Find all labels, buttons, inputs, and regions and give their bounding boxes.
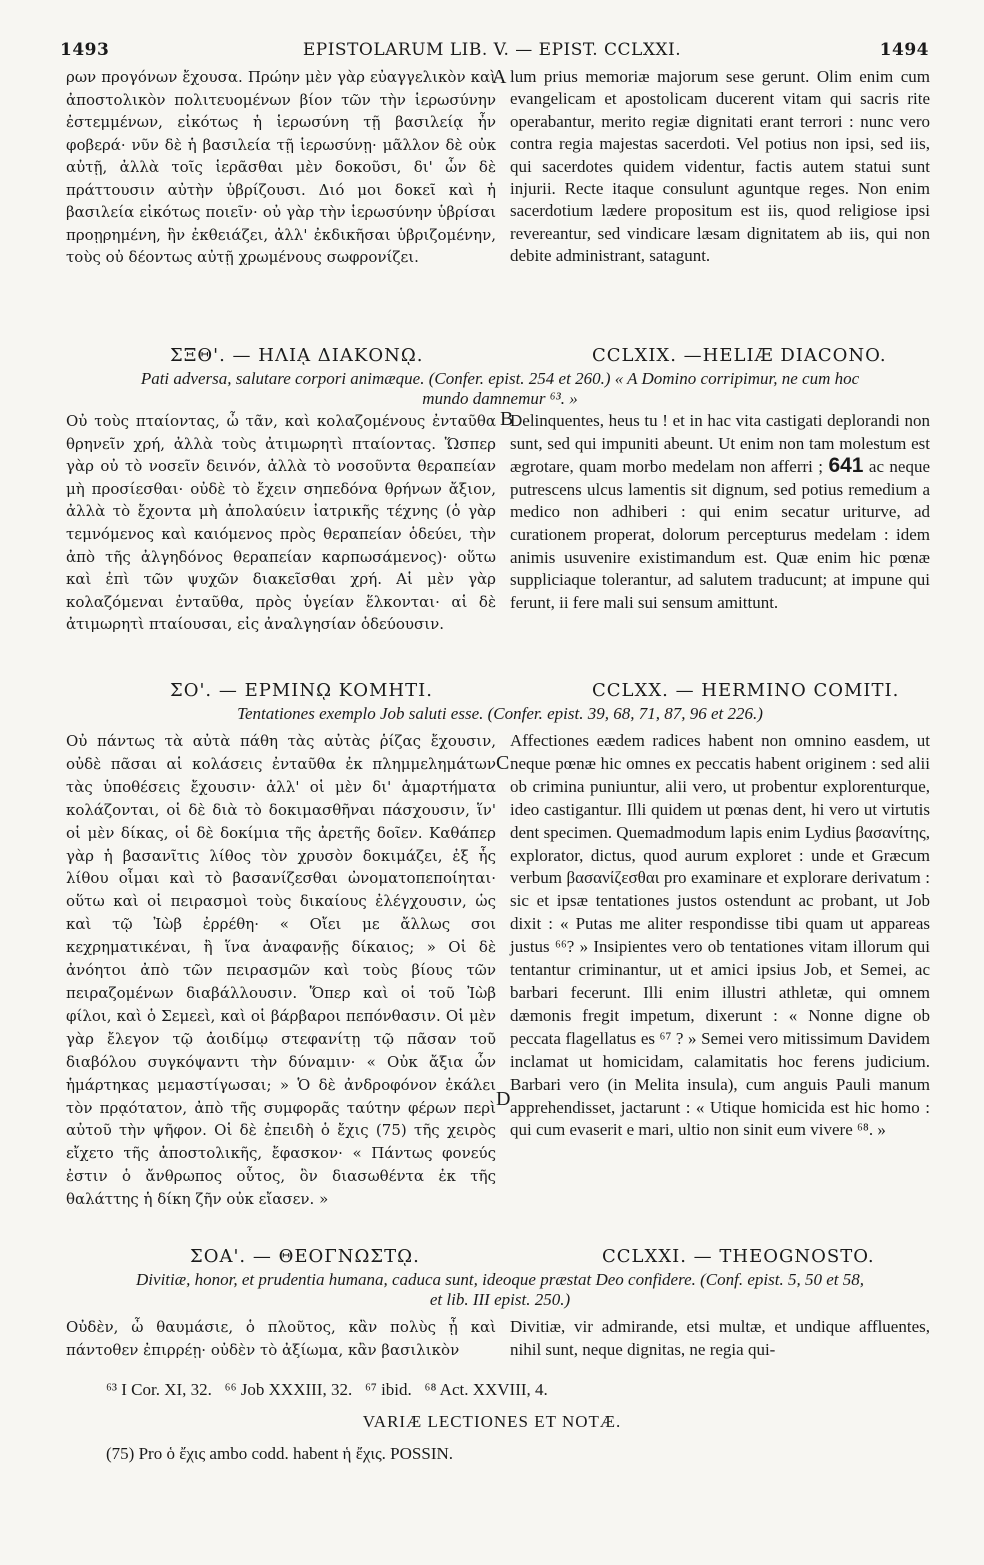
letter-269-greek-heading: ΣΞΘ'. — ΗΛΙᾼ ΔΙΑΚΟΝῼ. xyxy=(170,345,424,366)
latin-text-continuation: lum prius memoriæ majorum sese gerunt. Olim enim cum evangelicam et apostolicam ducerent vitam qui sacris rite operabantur, merito regiæ dignitati erant terrori : nunc vero contra regia majestas sacerdoti. Vel potius non ipsi, sed iis, qui sacerdotes quidem videntur, factis autem statui sunt injurii. Recte itaque consulunt aguntque reges. Non enim sacerdotium lædere propositum est iis, quod religiose ipsi revereantur, sed vindicare læsam dignitatem ab iis, qui non debite administrant, satagunt. xyxy=(510,67,930,266)
letter-270-greek-heading: ΣΟ'. — ΕΡΜΙΝῼ ΚΟΜΗΤΙ. xyxy=(170,680,433,701)
margin-letter-a: A xyxy=(492,66,507,88)
letter-269-latin-heading: CCLXIX. —HELIÆ DIACONO. xyxy=(592,345,887,366)
letter-269-latin-text: Delinquentes, heus tu ! et in hac vita castigati deplorandi non sunt, sed qui impuniti abeunt. Ut enim non tam molestum est ægrotare, quam morbo medelam non afferri ; 641 ac neque putrescens ulcus lamentis sit dignum, sed potius remedium a medico non adhiberi : qui enim secatur uriturve, ad curationem properat, dolorum percepturus medelam : idem animis usuvenire existimandum est. Quæ enim hic pœnæ suppliciaque tolerantur, ad salutem traducunt; at impune qui ferunt, ii fere mali sui sensum amittunt. xyxy=(510,411,931,612)
margin-letter-d: D xyxy=(496,1088,511,1110)
variae-lectiones-title: VARIÆ LECTIONES ET NOTÆ. xyxy=(362,1412,622,1431)
letter-271-argument-line-2: et lib. III epist. 250.) xyxy=(429,1290,571,1309)
letter-271-greek-heading: ΣΟΑ'. — ΘΕΟΓΝΩΣΤῼ. xyxy=(190,1246,420,1267)
greek-text-continuation: ρων προγόνων ἔχουσα. Πρώην μὲν γὰρ εὐαγγελικὸν καὶ ἀποστολικὸν πολιτευομένων βίον τῶν τὴν ἱερωσύνην ἐστεμμένων, εἰκότως ἡ ἱερωσύνη τῇ βασιλείᾳ ἦν φοβερά· νῦν δὲ ἡ βασιλεία τῇ ἱερωσύνῃ· μᾶλλον δὲ οὐκ αὐτῇ, ἀλλὰ τοῖς ἱερᾶσθαι μὲν δοκοῦσι, δι' ὧν δὲ πράττουσιν αὐτὴν ὑβρίζουσι. Διό μοι δοκεῖ καὶ ἡ βασιλεία εἰκότως ποιεῖν· οὐ γὰρ τὴν ἱερωσύνην ὑβρίσαι προῃρημένη, ἣν ἐκθειάζει, ἀλλ' ἐκδικῆσαι ὑβριζομένην, τοὺς οὐ δέοντως αὐτῇ χρωμένους σωφρονίζει. xyxy=(66,68,496,266)
letter-270-argument: Tentationes exemplo Job saluti esse. (Confer. epist. 39, 68, 71, 87, 96 et 226.) xyxy=(237,704,763,723)
right-page-number: 1494 xyxy=(879,40,929,60)
letter-270-greek-text: Οὐ πάντως τὰ αὐτὰ πάθη τὰς αὐτὰς ῥίζας ἔχουσιν, οὐδὲ πᾶσαι αἱ κολάσεις ἐνταῦθα ἐκ πλημμελημάτων τὰς ὑποθέσεις ἔχουσιν· ἀλλ' οἱ μὲν δι' ἁμαρτήματα κολάζονται, οἱ δὲ διὰ τὸ δοκιμασθῆναι πάσχουσιν, ἵν' οἱ μὲν δίκας, οἱ δὲ δοκίμια τῆς ἀρετῆς δοῖεν. Καθάπερ γὰρ ἡ βασανῖτις λίθος τὸν χρυσὸν δοκιμάζει, ἐξ ἧς λίθου οἶμαι καὶ τὸ βασανίζεσθαι ὠνοματοπεποίηται· οὕτω καὶ οἱ πειρασμοὶ τοὺς δικαίους ἐλέγχουσιν, ὡς καὶ τῷ Ἰὼβ ἐρρέθη· « Οἴει με ἄλλως σοι κεχρηματικέναι, ἢ ἵνα ἀναφανῇς δίκαιος; » Οἱ δὲ ἀνόητοι ἀπὸ τῶν πειρασμῶν καὶ τοὺς βίους τῶν πειραζομένων διαβάλλουσιν. Ὅπερ καὶ οἱ τοῦ Ἰὼβ φίλοι, καὶ ὁ Σεμεεὶ, καὶ οἱ βάρβαροι πεπόνθασιν. Οἱ μὲν γὰρ ἔλεγον τῷ ἀοιδίμῳ στεφανίτῃ τῷ πᾶσαν τοῦ διαβόλου συγκόψαντι τὴν δύναμιν· « Οὐκ ἄξια ὧν ἡμάρτηκας μεμαστίγωσαι; » Ὁ δὲ ἀνδροφόνον ἐκάλει τὸν πρᾳότατον, ἀπὸ τῆς συμφορᾶς ταύτην φέρων περὶ αὐτοῦ τὴν ψῆφον. Οἱ δὲ ἐπειδὴ ὁ ἔχις (75) τῆς χειρὸς εἴχετο τῆς ἀποστολικῆς, ἔφασκον· « Πάντως φονεύς ἐστιν ὁ ἄνθρωπος οὗτος, ὃν διασωθέντα ἐκ τῆς θαλάττης ἡ δίκη ζῆν οὐκ εἴασεν. » xyxy=(66,732,496,1209)
variae-lectiones-note: (75) Pro ὁ ἔχις ambo codd. habent ἡ ἔχις. POSSIN. xyxy=(106,1444,454,1463)
letter-270-latin-heading: CCLXX. — HERMINO COMITI. xyxy=(592,680,900,701)
margin-letter-b: B xyxy=(500,408,514,430)
footnotes: ⁶³ I Cor. XI, 32. ⁶⁶ Job XXXIII, 32. ⁶⁷ ibid. ⁶⁸ Act. XXVIII, 4. xyxy=(106,1380,548,1399)
letter-271-greek-text: Οὐδὲν, ὦ θαυμάσιε, ὁ πλοῦτος, κἂν πολὺς ᾖ καὶ πάντοθεν ἐπιρρέῃ· οὐδὲν τὸ ἀξίωμα, κἂν βασιλικὸν xyxy=(66,1318,496,1359)
letter-269-greek-text: Οὐ τοὺς πταίοντας, ὦ τᾶν, καὶ κολαζομένους ἐνταῦθα θρηνεῖν χρή, ἀλλὰ τοὺς ἀτιμωρητὶ πταίοντας. Ὥσπερ γὰρ οὐ τὸ νοσεῖν δεινόν, ἀλλὰ τὸ νοσοῦντα θεραπείαν μὴ προσίεσθαι· οὐδὲ τὸ ἔχειν σηπεδόνα θρήνων ἄξιον, ἀλλὰ τὸ ἔχοντα μὴ ἀπολαύειν ἰατρικῆς τέχνης (ὁ γὰρ τεμνόμενος καὶ καιόμενος πρὸς θεραπείαν ὁδεύει, τὴν ἀπὸ τῆς ἀλγηδόνος θεραπείαν καρπωσάμενος)· οὕτω καὶ ἐπὶ τῶν ψυχῶν διακεῖσθαι χρή. Αἱ μὲν γὰρ κολαζόμεναι ἐνταῦθα, πρὸς ὑγείαν ἕλκονται· αἱ δὲ ἀτιμωρητὶ πταίουσαι, εἰς ἀναλγησίαν ὁδεύουσιν. xyxy=(66,412,496,634)
letter-271-latin-heading: CCLXXI. — THEOGNOSTO. xyxy=(602,1246,875,1267)
running-title: EPISTOLARUM LIB. V. — EPIST. CCLXXI. xyxy=(302,40,682,60)
margin-letter-c: C xyxy=(496,752,510,774)
letter-269-argument-line-2: mundo damnemur ⁶³. » xyxy=(422,389,578,408)
inline-page-number: 641 xyxy=(828,454,864,478)
letter-271-argument-line-1: Divitiæ, honor, et prudentia humana, caduca sunt, ideoque præstat Deo confidere. (Conf. epist. 5, 50 et 58, xyxy=(136,1270,864,1289)
letter-271-latin-text: Divitiæ, vir admirande, etsi multæ, et undique affluentes, nihil sunt, neque dignitas, ne regia qui- xyxy=(510,1317,930,1359)
letter-269-argument-line-1: Pati adversa, salutare corpori animæque. (Confer. epist. 254 et 260.) « A Domino corripimur, ne cum hoc xyxy=(140,369,860,388)
letter-270-latin-text: Affectiones eædem radices habent non omnino easdem, ut neque pœnæ hic omnes ex peccatis habent originem : sed alii ob crimina puniuntur, alii vero, ut probentur explorenturque, ideo castigantur. Illi quidem ut pœnas dent, hi vero ut virtutis dent specimen. Quemadmodum lapis enim Lydius βασανίτης, explorator, dictus, quod aurum exploret : unde et Græcum verbum βασανίζεσθαι pro examinare et explorare derivatum : sic et ipsæ tentationes justos ostendunt ac probant, ut Job dixit : « Putas me aliter respondisse tibi quam ut appareas justus ⁶⁶? » Insipientes vero ob tentationes vitam illorum qui tentantur criminantur, ut et amici ipsius Job, et Semei, ac barbari fecerunt. Illi enim illustri athletæ, qui omnem dæmonis fregit impetum, dixerunt : « Nonne digne ob peccata flagellatus es ⁶⁷ ? » Semei vero mitissimum Davidem inclamat ut homicidam, calamitatis hoc ferens judicium. Barbari vero (in Melita insula), cum anguis Pauli manum apprehendisset, jactarunt : « Utique homicida est hic homo : qui cum evaserit e mari, ultio non sinit eum vivere ⁶⁸. » xyxy=(510,731,930,1140)
left-page-number: 1493 xyxy=(60,40,110,60)
